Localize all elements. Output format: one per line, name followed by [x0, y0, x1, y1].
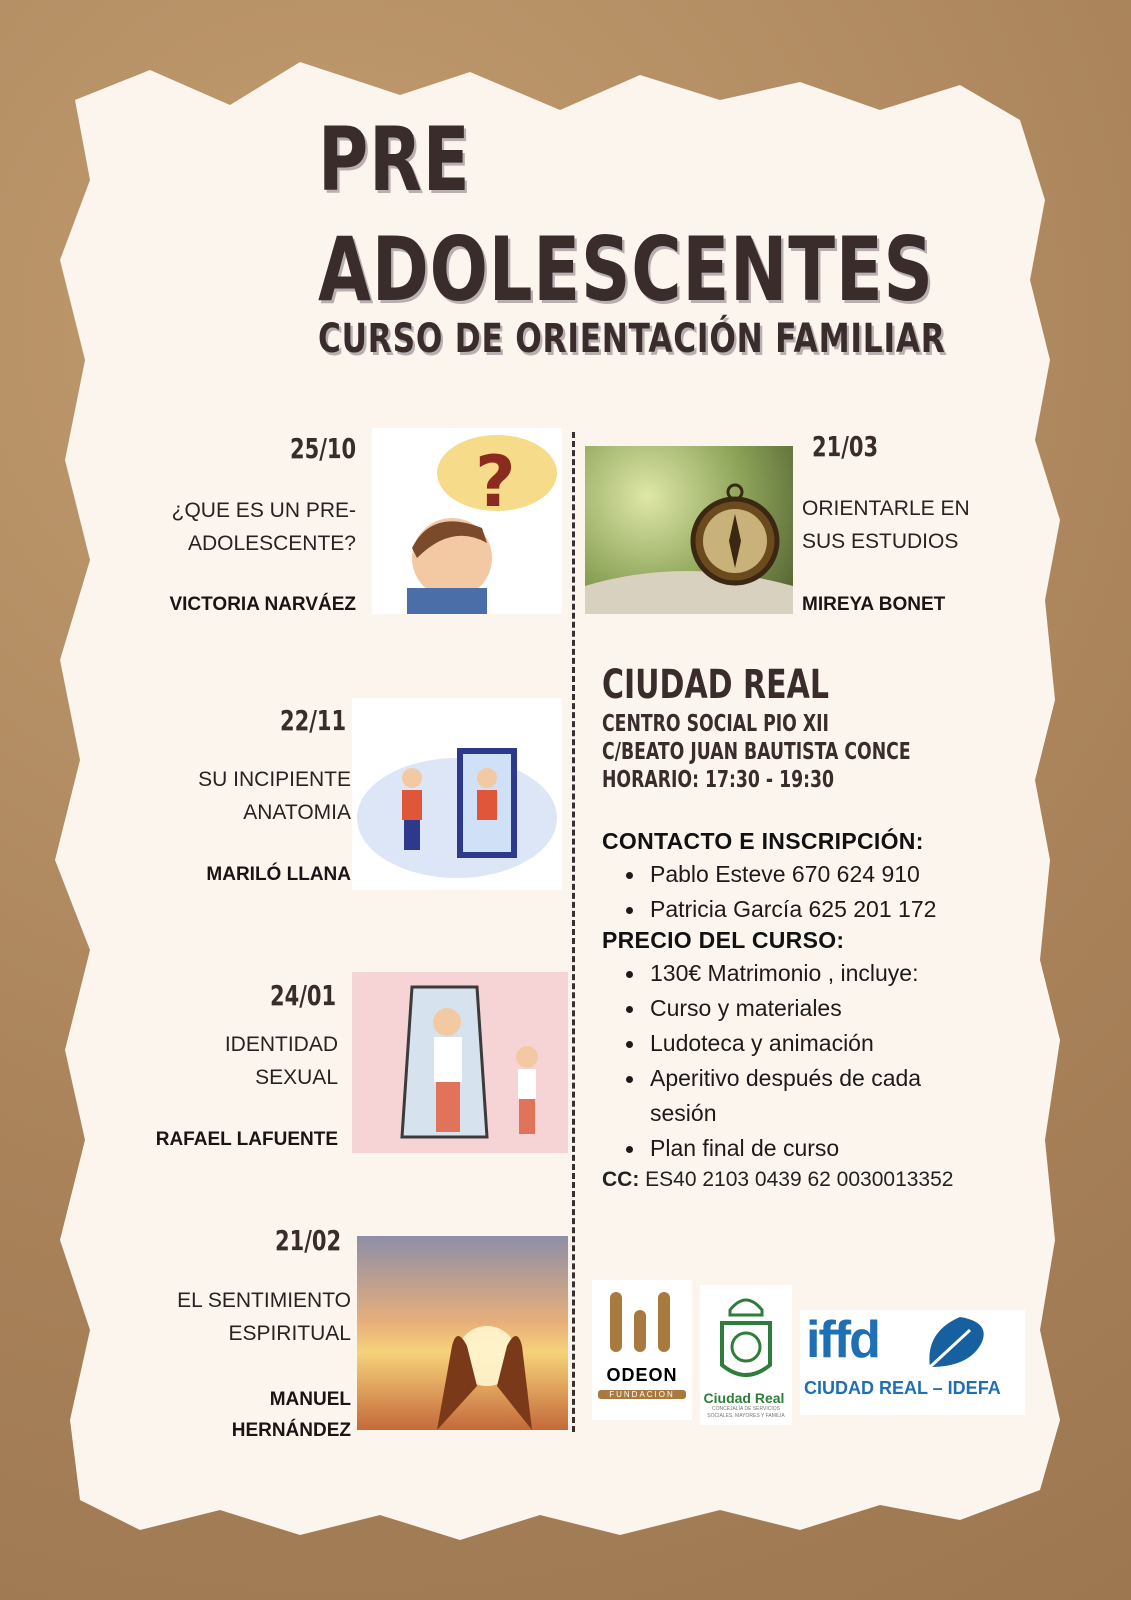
session-title: SU INCIPIENTE — [198, 768, 351, 791]
price-item: 130€ Matrimonio , incluye: — [602, 956, 982, 991]
account-label: CC: — [602, 1168, 640, 1191]
session-title: ANATOMIA — [243, 801, 351, 824]
price-item: Aperitivo después de cada sesión — [602, 1061, 982, 1131]
dashed-divider — [572, 432, 575, 1432]
odeon-logo — [592, 1280, 692, 1420]
ciudad-real-logo-text: Ciudad Real — [703, 1390, 785, 1406]
account-number: ES40 2103 0439 62 0030013352 — [645, 1168, 954, 1191]
venue-city: CIUDAD REAL — [602, 662, 829, 708]
session-title: ADOLESCENTE? — [187, 532, 356, 555]
venue-address: C/BEATO JUAN BAUTISTA CONCE — [602, 739, 911, 765]
odeon-logo-subtext: FUNDACION — [598, 1390, 686, 1399]
contact-item: Patricia García 625 201 172 — [602, 892, 1022, 927]
session-title: EL SENTIMIENTO — [177, 1289, 351, 1312]
thinking-boy-illustration — [372, 428, 562, 614]
svg-text:?: ? — [475, 441, 516, 523]
mirror-girl-illustration — [352, 972, 568, 1153]
session-title: SEXUAL — [255, 1066, 338, 1089]
price-heading: PRECIO DEL CURSO: — [602, 927, 845, 953]
price-item: Plan final de curso — [602, 1131, 982, 1166]
leaf-icon — [920, 1312, 990, 1372]
session-date: 21/02 — [274, 1224, 341, 1257]
session-title: ORIENTARLE EN — [802, 497, 970, 520]
session-speaker: MANUEL — [269, 1389, 351, 1410]
session-date: 21/03 — [812, 430, 879, 463]
session-speaker: VICTORIA NARVÁEZ — [169, 594, 356, 615]
venue-schedule: HORARIO: 17:30 - 19:30 — [602, 767, 834, 793]
compass-book-photo — [585, 446, 793, 614]
contact-item: Pablo Esteve 670 624 910 — [602, 857, 1022, 892]
session-speaker: RAFAEL LAFUENTE — [155, 1129, 338, 1150]
iffd-logo-subtext: CIUDAD REAL – IDEFA — [804, 1378, 1001, 1398]
ciudad-real-logo — [700, 1285, 792, 1425]
title-line-1: PRE — [318, 108, 471, 211]
iffd-logo — [800, 1310, 1025, 1415]
session-date: 25/10 — [289, 432, 356, 465]
iffd-logo-text: iffd — [806, 1311, 879, 1369]
hands-sunset-photo — [357, 1236, 568, 1430]
ciudad-real-logo-subtext: CONCEJALÍA DE SERVICIOS SOCIALES, MAYORES Y FAMILIA — [707, 1406, 785, 1419]
title-line-2: ADOLESCENTES — [318, 218, 934, 321]
session-title: ESPIRITUAL — [228, 1322, 351, 1345]
session-speaker: MARILÓ LLANA — [206, 864, 351, 885]
subtitle: CURSO DE ORIENTACIÓN FAMILIAR — [318, 316, 946, 362]
session-title: SUS ESTUDIOS — [802, 530, 959, 553]
price-item: Ludoteca y animación — [602, 1026, 982, 1061]
session-title: ¿QUE ES UN PRE- — [171, 499, 356, 522]
session-speaker: MIREYA BONET — [802, 594, 946, 615]
venue-place: CENTRO SOCIAL PIO XII — [602, 711, 829, 737]
session-speaker: HERNÁNDEZ — [231, 1420, 351, 1441]
session-date: 22/11 — [279, 704, 346, 737]
odeon-logo-text: ODEON — [606, 1365, 678, 1385]
session-title: IDENTIDAD — [224, 1033, 338, 1056]
contact-heading: CONTACTO E INSCRIPCIÓN: — [602, 828, 924, 854]
price-item: Curso y materiales — [602, 991, 982, 1026]
mirror-superhero-illustration — [352, 698, 562, 890]
session-date: 24/01 — [269, 979, 336, 1012]
